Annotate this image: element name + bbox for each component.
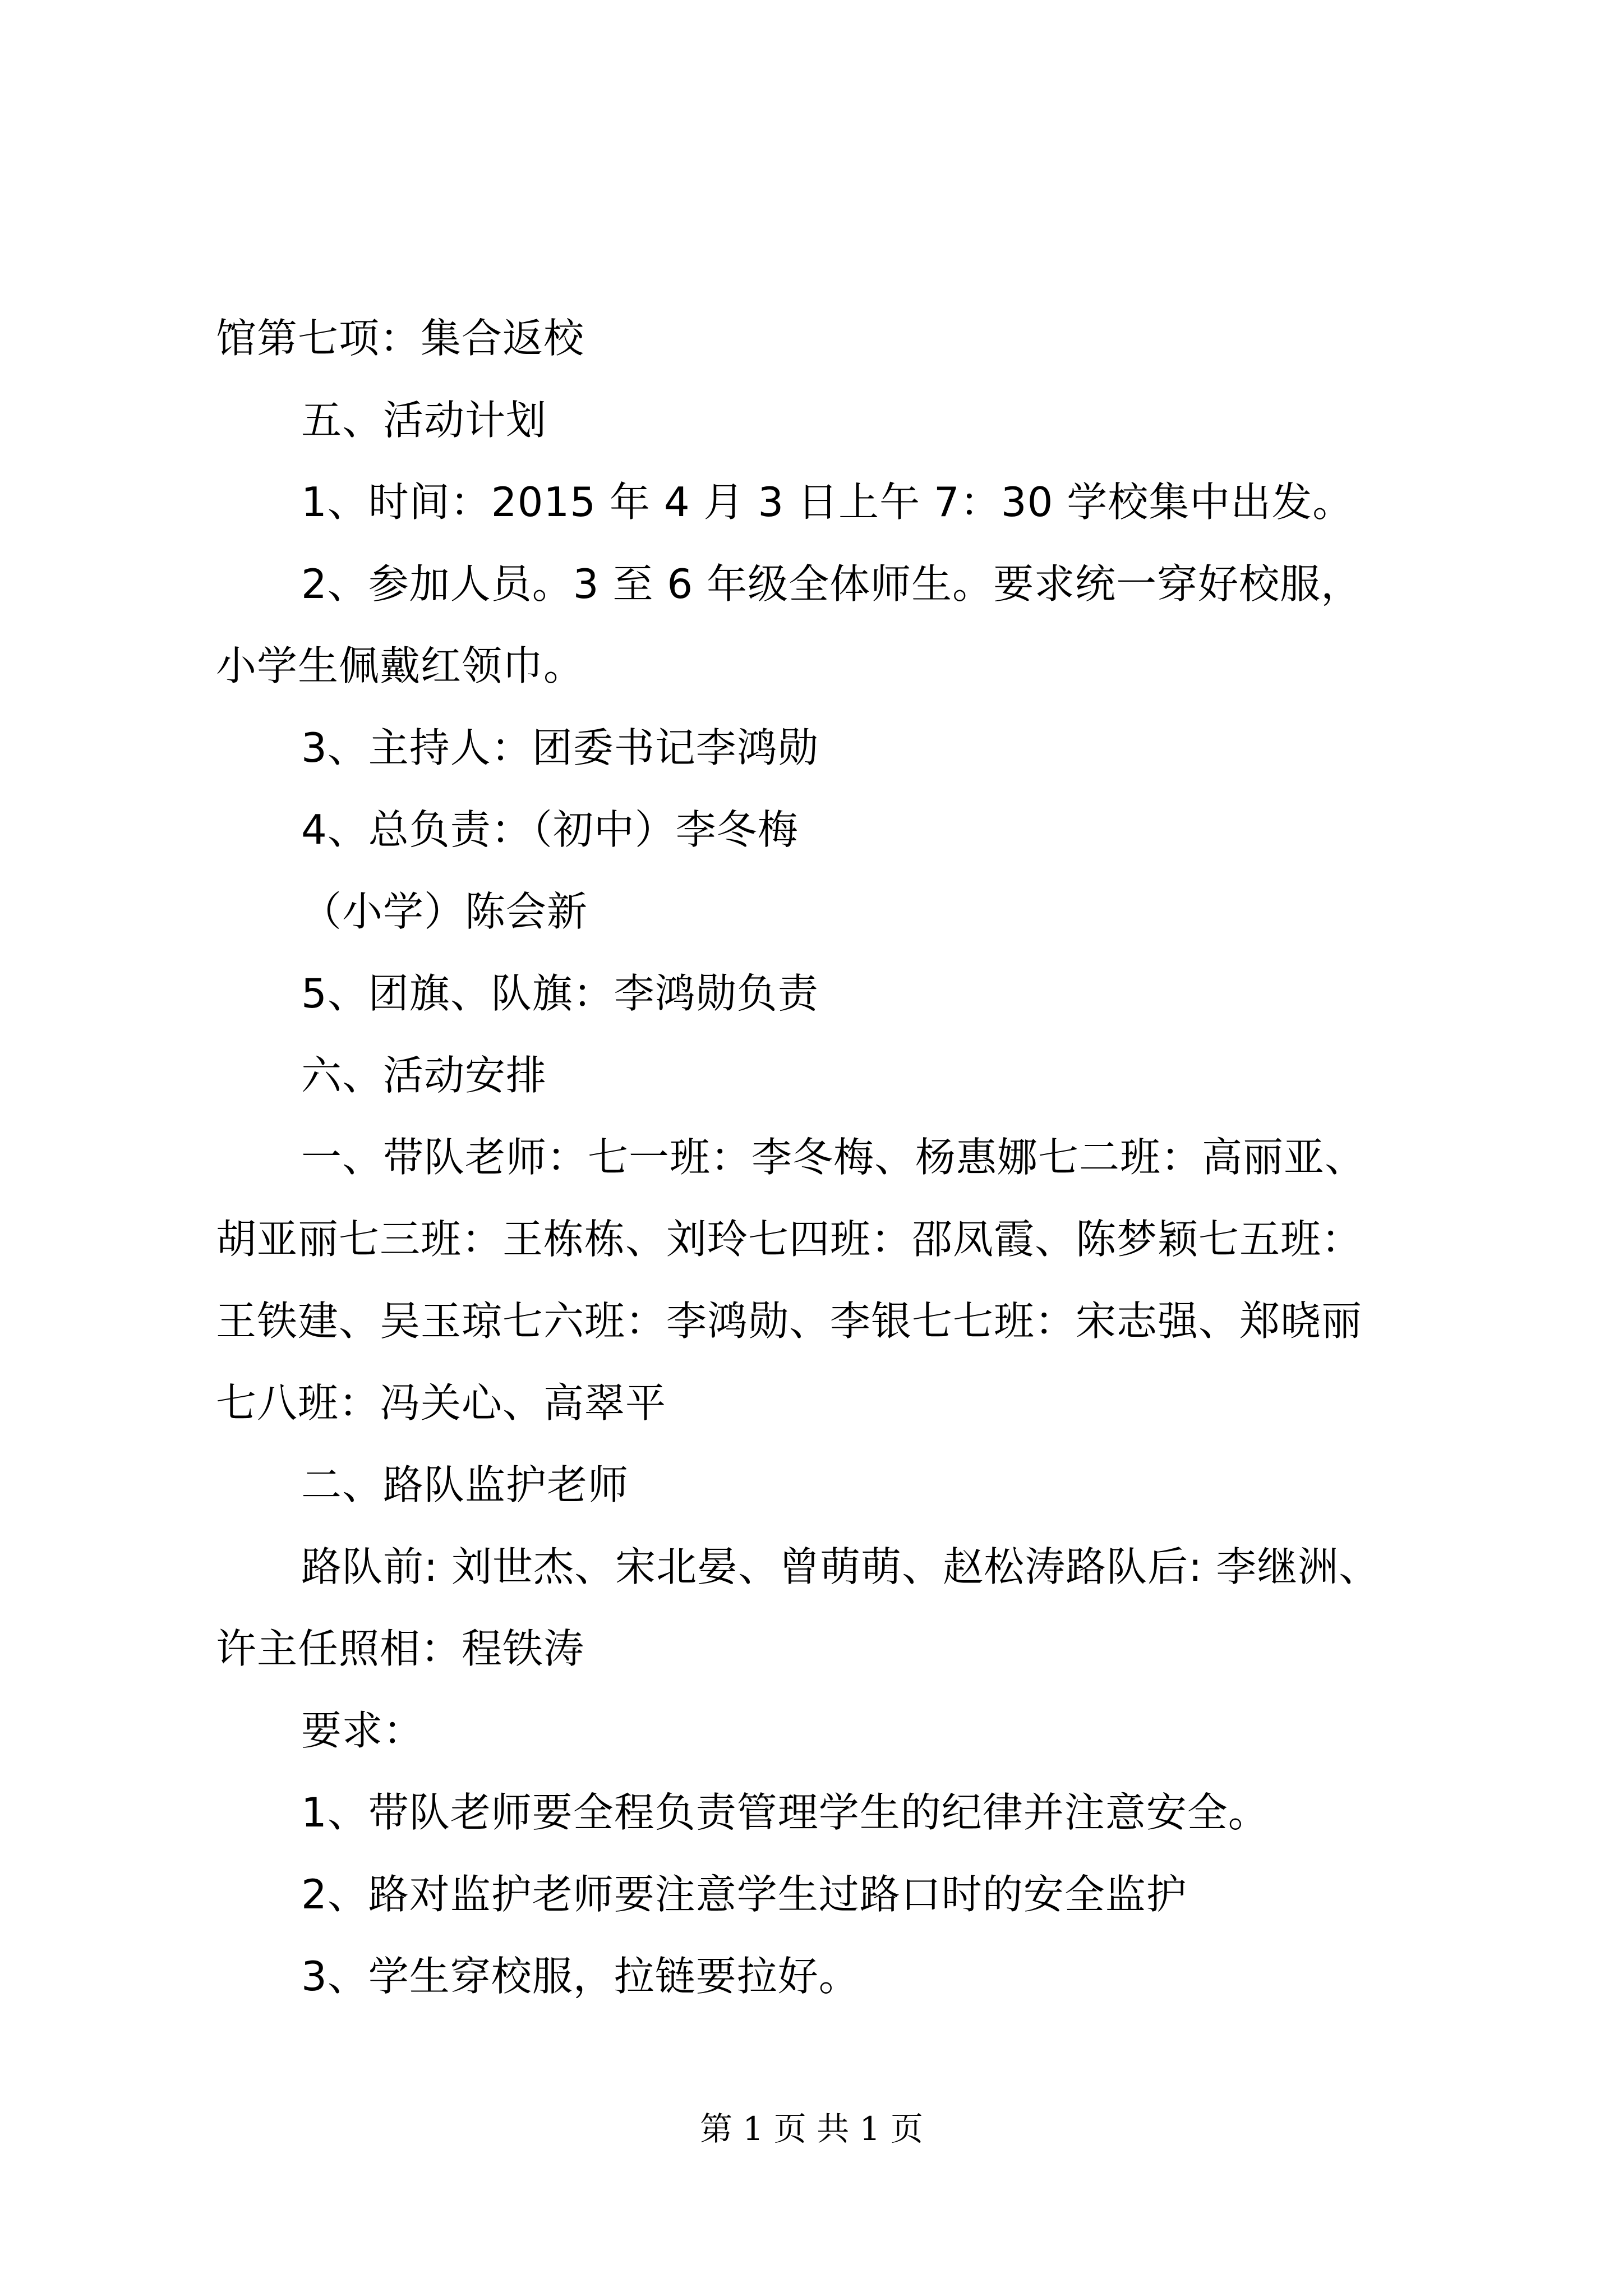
- text-line: 1、时间：2015 年 4 月 3 日上午 7：30 学校集中出发。: [301, 478, 1354, 526]
- text-line: 一、带队老师：七一班：李冬梅、杨惠娜七二班：高丽亚、: [301, 1134, 1366, 1181]
- page-footer: [0, 2106, 1623, 2151]
- text-line: 王铁建、吴玉琼七六班：李鸿勋、李银七七班：宋志强、郑晓丽: [216, 1297, 1363, 1345]
- text-line: 3、学生穿校服，拉链要拉好。: [301, 1953, 860, 2000]
- text-line: 二、路队监护老师: [301, 1461, 629, 1508]
- text-line: 路队前: 刘世杰、宋北晏、曾萌萌、赵松涛路队后: 李继洲、: [301, 1543, 1380, 1590]
- text-line: 5、团旗、队旗：李鸿勋负责: [301, 970, 819, 1017]
- text-line: 馆第七项：集合返校: [216, 315, 585, 362]
- text-line: 七八班：冯关心、高翠平: [216, 1379, 667, 1427]
- text-line: （小学）陈会新: [301, 888, 588, 935]
- text-line: 五、活动计划: [301, 397, 547, 444]
- document-body: [216, 297, 1444, 2017]
- text-line: 4、总负责：（初中）李冬梅: [301, 806, 799, 853]
- text-line: 3、主持人：团委书记李鸿勋: [301, 724, 819, 771]
- text-line: 要求：: [301, 1707, 425, 1754]
- page-number-label: 第 1 页 共 1 页: [700, 2110, 923, 2148]
- text-line: 1、带队老师要全程负责管理学生的纪律并注意安全。: [301, 1789, 1269, 1836]
- text-line: 胡亚丽七三班：王栋栋、刘玲七四班：邵凤霞、陈梦颖七五班：: [216, 1216, 1363, 1263]
- text-line: 2、路对监护老师要注意学生过路口时的安全监护: [301, 1871, 1187, 1918]
- text-line: 许主任照相：程铁涛: [216, 1625, 585, 1672]
- text-line: 小学生佩戴红领巾。: [216, 642, 585, 689]
- text-line: 2、参加人员。3 至 6 年级全体师生。要求统一穿好校服，: [301, 560, 1362, 608]
- text-line: 六、活动安排: [301, 1052, 547, 1099]
